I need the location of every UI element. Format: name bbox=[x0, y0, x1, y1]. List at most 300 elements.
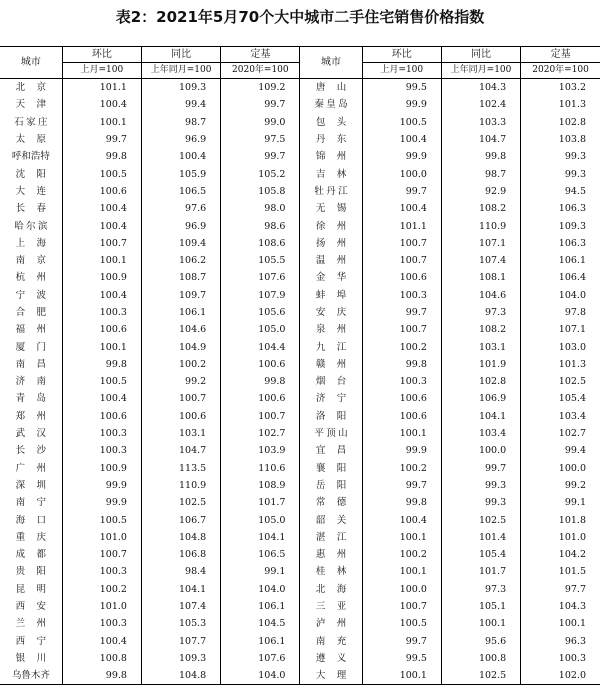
right-yoy-value: 107.4 bbox=[441, 252, 520, 269]
table-row bbox=[0, 494, 600, 511]
left-yoy-value: 104.8 bbox=[141, 529, 220, 546]
left-base-value: 104.4 bbox=[221, 338, 300, 355]
right-mom-value: 100.3 bbox=[362, 373, 441, 390]
left-city-name: 哈尔滨 bbox=[14, 220, 50, 232]
right-mom-value: 101.1 bbox=[362, 217, 441, 234]
right-city-name: 锦州 bbox=[300, 148, 362, 165]
left-city-name: 兰州 bbox=[15, 618, 58, 630]
right-city-name: 无锡 bbox=[300, 200, 362, 217]
left-mom-value: 100.3 bbox=[62, 615, 141, 632]
right-yoy-value: 104.1 bbox=[441, 408, 520, 425]
table-row bbox=[0, 390, 600, 407]
right-base-value: 106.1 bbox=[521, 252, 600, 269]
right-mom-value: 100.0 bbox=[362, 165, 441, 182]
right-city-name: 惠州 bbox=[300, 546, 362, 563]
right-base-value: 101.3 bbox=[521, 96, 600, 113]
left-yoy-value: 102.5 bbox=[141, 494, 220, 511]
right-mom-value: 100.2 bbox=[362, 338, 441, 355]
left-base-value: 108.9 bbox=[221, 477, 300, 494]
header-yoy-sub-left: 上年同月=100 bbox=[141, 63, 220, 79]
right-base-value: 97.7 bbox=[521, 581, 600, 598]
right-base-value: 102.7 bbox=[521, 425, 600, 442]
right-city-name: 烟台 bbox=[300, 373, 362, 390]
left-mom-value: 100.6 bbox=[62, 183, 141, 200]
left-yoy-value: 106.7 bbox=[141, 511, 220, 528]
left-city-name: 呼和浩特 bbox=[11, 151, 50, 163]
right-base-value: 109.3 bbox=[521, 217, 600, 234]
left-base-value: 104.0 bbox=[221, 581, 300, 598]
right-mom-value: 100.2 bbox=[362, 546, 441, 563]
left-base-value: 99.0 bbox=[221, 114, 300, 131]
right-mom-value: 100.6 bbox=[362, 390, 441, 407]
left-base-value: 105.2 bbox=[221, 165, 300, 182]
left-city-name: 长沙 bbox=[15, 445, 58, 457]
right-yoy-value: 100.8 bbox=[441, 650, 520, 667]
table-row bbox=[0, 563, 600, 580]
left-yoy-value: 110.9 bbox=[141, 477, 220, 494]
table-row bbox=[0, 131, 600, 148]
left-yoy-value: 107.7 bbox=[141, 633, 220, 650]
left-city-name: 南昌 bbox=[15, 358, 58, 370]
left-mom-value: 100.2 bbox=[62, 581, 141, 598]
left-city-name: 杭州 bbox=[15, 272, 58, 284]
right-mom-value: 100.4 bbox=[362, 200, 441, 217]
table-row bbox=[0, 269, 600, 286]
right-yoy-value: 101.7 bbox=[441, 563, 520, 580]
right-yoy-value: 103.4 bbox=[441, 425, 520, 442]
left-mom-value: 100.3 bbox=[62, 304, 141, 321]
right-city-name: 扬州 bbox=[300, 235, 362, 252]
left-yoy-value: 106.1 bbox=[141, 304, 220, 321]
table-row bbox=[0, 598, 600, 615]
right-yoy-value: 108.1 bbox=[441, 269, 520, 286]
left-yoy-value: 100.7 bbox=[141, 390, 220, 407]
left-yoy-value: 108.7 bbox=[141, 269, 220, 286]
right-city-name: 湛江 bbox=[300, 529, 362, 546]
header-city-right: 城市 bbox=[300, 47, 362, 79]
left-mom-value: 100.9 bbox=[62, 269, 141, 286]
table-row bbox=[0, 304, 600, 321]
right-base-value: 101.3 bbox=[521, 356, 600, 373]
right-base-value: 106.4 bbox=[521, 269, 600, 286]
right-base-value: 103.0 bbox=[521, 338, 600, 355]
left-yoy-value: 106.8 bbox=[141, 546, 220, 563]
right-yoy-value: 102.5 bbox=[441, 511, 520, 528]
left-base-value: 105.5 bbox=[221, 252, 300, 269]
right-base-value: 99.1 bbox=[521, 494, 600, 511]
header-yoy-right: 同比 bbox=[441, 47, 520, 63]
left-yoy-value: 106.5 bbox=[141, 183, 220, 200]
right-yoy-value: 99.8 bbox=[441, 148, 520, 165]
right-yoy-value: 97.3 bbox=[441, 304, 520, 321]
left-base-value: 108.6 bbox=[221, 235, 300, 252]
left-city-name: 宁波 bbox=[15, 289, 58, 301]
table-row bbox=[0, 425, 600, 442]
left-mom-value: 100.8 bbox=[62, 650, 141, 667]
left-yoy-value: 107.4 bbox=[141, 598, 220, 615]
right-mom-value: 100.2 bbox=[362, 460, 441, 477]
right-city-name: 唐山 bbox=[300, 79, 362, 97]
right-base-value: 105.4 bbox=[521, 390, 600, 407]
left-yoy-value: 100.6 bbox=[141, 408, 220, 425]
right-mom-value: 99.8 bbox=[362, 356, 441, 373]
right-yoy-value: 101.9 bbox=[441, 356, 520, 373]
left-base-value: 110.6 bbox=[221, 460, 300, 477]
table-row bbox=[0, 165, 600, 182]
right-city-name: 温州 bbox=[300, 252, 362, 269]
right-mom-value: 100.1 bbox=[362, 667, 441, 685]
left-city-name: 成都 bbox=[15, 549, 58, 561]
left-base-value: 107.6 bbox=[221, 650, 300, 667]
right-mom-value: 99.7 bbox=[362, 183, 441, 200]
left-city-name: 重庆 bbox=[15, 531, 58, 543]
left-base-value: 104.5 bbox=[221, 615, 300, 632]
table-row bbox=[0, 408, 600, 425]
right-yoy-value: 106.9 bbox=[441, 390, 520, 407]
right-base-value: 106.3 bbox=[521, 235, 600, 252]
left-city-name: 合肥 bbox=[15, 307, 58, 318]
left-yoy-value: 104.6 bbox=[141, 321, 220, 338]
left-city-name: 福州 bbox=[15, 324, 58, 336]
table-row bbox=[0, 148, 600, 165]
right-base-value: 99.2 bbox=[521, 477, 600, 494]
right-city-name: 济宁 bbox=[300, 390, 362, 407]
right-mom-value: 99.7 bbox=[362, 304, 441, 321]
left-yoy-value: 105.9 bbox=[141, 165, 220, 182]
right-base-value: 101.8 bbox=[521, 511, 600, 528]
header-mom-sub-left: 上月=100 bbox=[62, 63, 141, 79]
right-yoy-value: 103.3 bbox=[441, 114, 520, 131]
left-yoy-value: 109.3 bbox=[141, 79, 220, 97]
left-city-name: 南京 bbox=[15, 255, 58, 267]
right-base-value: 97.8 bbox=[521, 304, 600, 321]
left-base-value: 103.9 bbox=[221, 442, 300, 459]
left-base-value: 104.0 bbox=[221, 667, 300, 685]
left-city-name: 海口 bbox=[15, 514, 58, 526]
right-base-value: 107.1 bbox=[521, 321, 600, 338]
left-mom-value: 100.3 bbox=[62, 425, 141, 442]
right-city-name: 北海 bbox=[300, 581, 362, 598]
right-mom-value: 100.6 bbox=[362, 408, 441, 425]
right-yoy-value: 105.4 bbox=[441, 546, 520, 563]
left-city-name: 济南 bbox=[15, 376, 58, 388]
table-row bbox=[0, 373, 600, 390]
left-mom-value: 100.1 bbox=[62, 338, 141, 355]
right-city-name: 洛阳 bbox=[300, 408, 362, 425]
left-base-value: 105.0 bbox=[221, 321, 300, 338]
right-base-value: 106.3 bbox=[521, 200, 600, 217]
left-mom-value: 100.4 bbox=[62, 287, 141, 304]
left-mom-value: 101.0 bbox=[62, 529, 141, 546]
right-mom-value: 100.5 bbox=[362, 615, 441, 632]
left-mom-value: 100.7 bbox=[62, 546, 141, 563]
right-yoy-value: 107.1 bbox=[441, 235, 520, 252]
table-row bbox=[0, 633, 600, 650]
left-mom-value: 100.3 bbox=[62, 442, 141, 459]
left-mom-value: 99.9 bbox=[62, 477, 141, 494]
left-mom-value: 100.5 bbox=[62, 165, 141, 182]
right-yoy-value: 103.1 bbox=[441, 338, 520, 355]
right-mom-value: 100.7 bbox=[362, 235, 441, 252]
right-city-name: 宜昌 bbox=[300, 442, 362, 459]
left-yoy-value: 100.4 bbox=[141, 148, 220, 165]
right-base-value: 99.3 bbox=[521, 165, 600, 182]
left-city-name: 深圳 bbox=[15, 479, 58, 491]
left-city-name: 南宁 bbox=[15, 497, 58, 509]
right-mom-value: 99.7 bbox=[362, 477, 441, 494]
right-mom-value: 100.1 bbox=[362, 563, 441, 580]
left-base-value: 99.8 bbox=[221, 373, 300, 390]
right-mom-value: 99.9 bbox=[362, 148, 441, 165]
left-base-value: 98.0 bbox=[221, 200, 300, 217]
header-mom-sub-right: 上月=100 bbox=[362, 63, 441, 79]
left-mom-value: 100.6 bbox=[62, 408, 141, 425]
header-base-left: 定基 bbox=[221, 47, 300, 63]
left-city-name: 上海 bbox=[15, 237, 58, 249]
left-city-name: 沈阳 bbox=[15, 168, 58, 180]
table-row bbox=[0, 477, 600, 494]
header-yoy-left: 同比 bbox=[141, 47, 220, 63]
right-city-name: 九江 bbox=[300, 338, 362, 355]
left-mom-value: 99.8 bbox=[62, 667, 141, 685]
right-base-value: 101.0 bbox=[521, 529, 600, 546]
right-yoy-value: 110.9 bbox=[441, 217, 520, 234]
left-yoy-value: 113.5 bbox=[141, 460, 220, 477]
table-row bbox=[0, 511, 600, 528]
left-base-value: 107.9 bbox=[221, 287, 300, 304]
left-yoy-value: 104.1 bbox=[141, 581, 220, 598]
left-city-name: 厦门 bbox=[15, 341, 58, 353]
left-base-value: 105.0 bbox=[221, 511, 300, 528]
left-yoy-value: 98.7 bbox=[141, 114, 220, 131]
right-yoy-value: 97.3 bbox=[441, 581, 520, 598]
left-mom-value: 100.4 bbox=[62, 96, 141, 113]
right-mom-value: 100.6 bbox=[362, 269, 441, 286]
table-row bbox=[0, 200, 600, 217]
right-base-value: 103.2 bbox=[521, 79, 600, 97]
left-yoy-value: 96.9 bbox=[141, 217, 220, 234]
left-mom-value: 100.4 bbox=[62, 390, 141, 407]
left-base-value: 99.7 bbox=[221, 148, 300, 165]
right-mom-value: 100.7 bbox=[362, 252, 441, 269]
right-yoy-value: 101.4 bbox=[441, 529, 520, 546]
right-mom-value: 100.5 bbox=[362, 114, 441, 131]
table-row bbox=[0, 667, 600, 685]
left-base-value: 100.6 bbox=[221, 356, 300, 373]
table-row bbox=[0, 650, 600, 667]
right-city-name: 丹东 bbox=[300, 131, 362, 148]
left-mom-value: 99.7 bbox=[62, 131, 141, 148]
right-base-value: 102.8 bbox=[521, 114, 600, 131]
right-city-name: 遵义 bbox=[300, 650, 362, 667]
table-row bbox=[0, 96, 600, 113]
right-yoy-value: 99.7 bbox=[441, 460, 520, 477]
left-city-name: 乌鲁木齐 bbox=[0, 667, 62, 685]
left-yoy-value: 106.2 bbox=[141, 252, 220, 269]
right-mom-value: 100.0 bbox=[362, 581, 441, 598]
left-city-name: 银川 bbox=[15, 652, 58, 664]
right-mom-value: 99.9 bbox=[362, 442, 441, 459]
header-mom-right: 环比 bbox=[362, 47, 441, 63]
right-city-name: 大理 bbox=[300, 667, 362, 685]
right-base-value: 104.2 bbox=[521, 546, 600, 563]
right-yoy-value: 102.5 bbox=[441, 667, 520, 685]
header-city-left: 城市 bbox=[0, 47, 62, 79]
right-yoy-value: 92.9 bbox=[441, 183, 520, 200]
right-base-value: 102.0 bbox=[521, 667, 600, 685]
right-mom-value: 100.4 bbox=[362, 511, 441, 528]
left-yoy-value: 104.7 bbox=[141, 442, 220, 459]
left-base-value: 106.1 bbox=[221, 633, 300, 650]
right-city-name: 牡丹江 bbox=[300, 183, 362, 200]
left-city-name: 郑州 bbox=[15, 410, 58, 422]
table-row bbox=[0, 442, 600, 459]
header-base-sub-right: 2020年=100 bbox=[521, 63, 600, 79]
right-yoy-value: 99.3 bbox=[441, 494, 520, 511]
right-base-value: 104.3 bbox=[521, 598, 600, 615]
left-base-value: 102.7 bbox=[221, 425, 300, 442]
table-row bbox=[0, 79, 600, 97]
left-city-name: 天津 bbox=[15, 99, 58, 111]
left-mom-value: 99.8 bbox=[62, 148, 141, 165]
right-mom-value: 99.5 bbox=[362, 650, 441, 667]
right-base-value: 99.3 bbox=[521, 148, 600, 165]
table-row bbox=[0, 252, 600, 269]
table-row bbox=[0, 581, 600, 598]
right-yoy-value: 100.1 bbox=[441, 615, 520, 632]
left-city-name: 太原 bbox=[15, 134, 58, 146]
right-base-value: 104.0 bbox=[521, 287, 600, 304]
left-city-name: 青岛 bbox=[15, 393, 58, 405]
left-city-name: 贵阳 bbox=[15, 566, 58, 578]
right-city-name: 泸州 bbox=[300, 615, 362, 632]
right-base-value: 100.1 bbox=[521, 615, 600, 632]
right-base-value: 103.8 bbox=[521, 131, 600, 148]
left-mom-value: 100.5 bbox=[62, 511, 141, 528]
left-mom-value: 101.1 bbox=[62, 79, 141, 97]
right-base-value: 100.0 bbox=[521, 460, 600, 477]
left-yoy-value: 100.2 bbox=[141, 356, 220, 373]
right-mom-value: 100.3 bbox=[362, 287, 441, 304]
left-base-value: 100.6 bbox=[221, 390, 300, 407]
left-city-name: 昆明 bbox=[15, 583, 58, 595]
left-base-value: 97.5 bbox=[221, 131, 300, 148]
left-mom-value: 99.8 bbox=[62, 356, 141, 373]
right-yoy-value: 108.2 bbox=[441, 321, 520, 338]
right-base-value: 103.4 bbox=[521, 408, 600, 425]
right-mom-value: 100.4 bbox=[362, 131, 441, 148]
left-yoy-value: 98.4 bbox=[141, 563, 220, 580]
left-yoy-value: 97.6 bbox=[141, 200, 220, 217]
right-yoy-value: 104.7 bbox=[441, 131, 520, 148]
left-base-value: 107.6 bbox=[221, 269, 300, 286]
left-mom-value: 100.4 bbox=[62, 217, 141, 234]
left-yoy-value: 109.7 bbox=[141, 287, 220, 304]
right-city-name: 金华 bbox=[300, 269, 362, 286]
left-base-value: 101.7 bbox=[221, 494, 300, 511]
page-title: 表2：2021年5月70个大中城市二手住宅销售价格指数 bbox=[115, 8, 485, 26]
left-city-name: 武汉 bbox=[15, 428, 58, 440]
left-mom-value: 100.7 bbox=[62, 235, 141, 252]
left-yoy-value: 109.3 bbox=[141, 650, 220, 667]
right-base-value: 100.3 bbox=[521, 650, 600, 667]
left-mom-value: 100.3 bbox=[62, 563, 141, 580]
left-mom-value: 100.1 bbox=[62, 114, 141, 131]
right-yoy-value: 100.0 bbox=[441, 442, 520, 459]
table-body bbox=[0, 79, 600, 685]
table-row bbox=[0, 460, 600, 477]
left-yoy-value: 104.8 bbox=[141, 667, 220, 685]
left-mom-value: 101.0 bbox=[62, 598, 141, 615]
left-yoy-value: 109.4 bbox=[141, 235, 220, 252]
left-yoy-value: 105.3 bbox=[141, 615, 220, 632]
left-city-name: 西安 bbox=[15, 601, 58, 613]
right-city-name: 安庆 bbox=[300, 304, 362, 321]
right-base-value: 94.5 bbox=[521, 183, 600, 200]
left-mom-value: 100.4 bbox=[62, 633, 141, 650]
left-city-name: 大连 bbox=[15, 185, 58, 197]
left-city-name: 长春 bbox=[15, 203, 58, 215]
left-base-value: 105.8 bbox=[221, 183, 300, 200]
right-yoy-value: 108.2 bbox=[441, 200, 520, 217]
left-mom-value: 100.6 bbox=[62, 321, 141, 338]
right-yoy-value: 102.4 bbox=[441, 96, 520, 113]
right-base-value: 96.3 bbox=[521, 633, 600, 650]
right-mom-value: 99.8 bbox=[362, 494, 441, 511]
table-row bbox=[0, 615, 600, 632]
right-city-name: 徐州 bbox=[300, 217, 362, 234]
right-yoy-value: 98.7 bbox=[441, 165, 520, 182]
header-base-sub-left: 2020年=100 bbox=[221, 63, 300, 79]
table-row bbox=[0, 183, 600, 200]
left-city-name: 石家庄 bbox=[14, 116, 50, 128]
right-yoy-value: 99.3 bbox=[441, 477, 520, 494]
right-yoy-value: 104.3 bbox=[441, 79, 520, 97]
table-row bbox=[0, 338, 600, 355]
right-city-name: 秦皇岛 bbox=[300, 96, 362, 113]
left-base-value: 100.7 bbox=[221, 408, 300, 425]
left-base-value: 105.6 bbox=[221, 304, 300, 321]
right-mom-value: 100.1 bbox=[362, 425, 441, 442]
left-base-value: 104.1 bbox=[221, 529, 300, 546]
left-mom-value: 99.9 bbox=[62, 494, 141, 511]
header-row-1 bbox=[0, 47, 600, 63]
right-yoy-value: 95.6 bbox=[441, 633, 520, 650]
right-city-name: 赣州 bbox=[300, 356, 362, 373]
left-yoy-value: 99.4 bbox=[141, 96, 220, 113]
left-yoy-value: 99.2 bbox=[141, 373, 220, 390]
right-mom-value: 100.7 bbox=[362, 321, 441, 338]
left-base-value: 106.1 bbox=[221, 598, 300, 615]
table-row bbox=[0, 217, 600, 234]
price-index-table bbox=[0, 46, 600, 685]
right-city-name: 韶关 bbox=[300, 511, 362, 528]
right-base-value: 101.5 bbox=[521, 563, 600, 580]
table-row bbox=[0, 356, 600, 373]
right-city-name: 蚌埠 bbox=[300, 287, 362, 304]
right-city-name: 襄阳 bbox=[300, 460, 362, 477]
header-base-right: 定基 bbox=[521, 47, 600, 63]
right-yoy-value: 105.1 bbox=[441, 598, 520, 615]
right-mom-value: 100.1 bbox=[362, 529, 441, 546]
left-city-name: 北京 bbox=[15, 82, 58, 94]
right-mom-value: 100.7 bbox=[362, 598, 441, 615]
left-yoy-value: 96.9 bbox=[141, 131, 220, 148]
right-mom-value: 99.7 bbox=[362, 633, 441, 650]
right-yoy-value: 102.8 bbox=[441, 373, 520, 390]
right-city-name: 南充 bbox=[300, 633, 362, 650]
left-mom-value: 100.5 bbox=[62, 373, 141, 390]
